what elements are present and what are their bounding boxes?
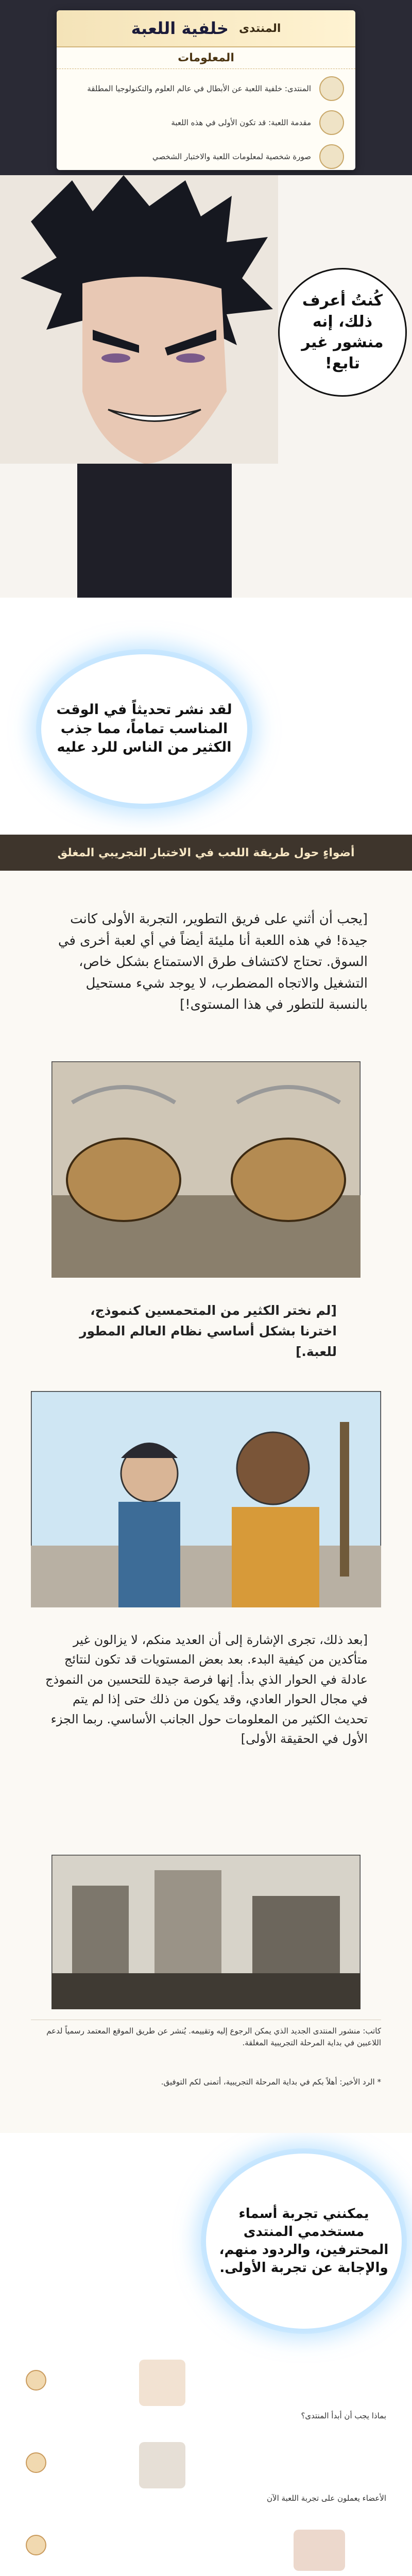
article-footer	[31, 2020, 381, 2066]
article-title: أضواءٍ حول طريقة اللعب في الاختبار التجريبي المغلق	[57, 846, 355, 859]
forum-post-item[interactable]	[68, 110, 344, 135]
article-body-2: [بعد ذلك، تجرى الإشارة إلى أن العديد منكم، لا يزالون غير متأكدين من كيفية البدء. بعد بعض المستويات قد تكون لنتائج عادلة في الحوار الذي بدأ. إنها فرصة جيدة للتحسين من النموذج في مجال الحوار العادي، وقد يكون من ذلك حتى إذا لم يتم تحديث الكثير من المعلومات حول الجانب الأساسي. ربما الجزء الأول في الحقيقة الأولى]	[45, 1633, 368, 1746]
character-smirk-panel	[0, 175, 412, 835]
article-reply	[31, 2076, 381, 2117]
forum-title-main: خلفية اللعبة	[131, 19, 229, 38]
article-reply-note: * الرد الأخير: أهلاً بكم في بداية المرحلة التجريبية، أتمنى لكم التوفيق.	[161, 2077, 381, 2087]
article-body: [يجب أن أثني على فريق التطوير، التجربة الأولى كانت جيدة! في هذه اللعبة أنا مليئة أيضاً في أي لعبة أخرى في السوق. تحتاج لاكتشاف طرق الاستمتاع بشكل خاص، التشغيل والاتجاه المضطرب، لا يوجد شيء مستحيل بالنسبة للتطور في هذا المستوى!]	[58, 911, 368, 1013]
forum-post-text: مقدمة اللعبة: قد تكون الأولى في هذه اللعبة	[171, 117, 311, 127]
forum-post-item[interactable]	[68, 76, 344, 101]
reply-text: الأعضاء يعملون على تجربة اللعبة الآن	[267, 2494, 386, 2503]
reply-item[interactable]	[15, 2360, 397, 2437]
forum-post-text: صورة شخصية لمعلومات اللعبة والاختبار الشخصي	[152, 151, 311, 161]
ruins-landscape-illustration	[52, 1855, 360, 2009]
forum-post-text: المنتدى: خلفية اللعبة عن الأبطال في عالم العلوم والتكنولوجيا المطلقة	[87, 83, 311, 93]
replies-panel	[0, 2133, 412, 2576]
forum-subtitle: المعلومات	[57, 47, 355, 69]
article-quote: [لم نختر الكثير من المتحمسين كنموذج، اخترنا بشكل أساسي نظام العالم المطور للعبة.]	[79, 1303, 337, 1359]
forum-header-panel	[0, 0, 412, 175]
reply-text: بماذا يجب أن أبدأ المنتدى؟	[301, 2411, 386, 2420]
two-men-illustration	[31, 1391, 381, 1607]
reply-thumbnail	[139, 2360, 185, 2406]
user-avatar	[26, 2370, 46, 2391]
reply-list	[15, 2360, 397, 2576]
article-title-bar	[0, 835, 412, 871]
caption-glow-bubble-1: لقد نشر تحديثاً في الوقت المناسب تماماً، مما جذب الكثير من الناس للرد عليه	[41, 654, 247, 804]
reply-thumbnail	[294, 2530, 345, 2571]
user-avatar	[26, 2452, 46, 2473]
article-panel	[0, 835, 412, 2133]
user-avatar	[319, 76, 344, 101]
user-avatar	[26, 2535, 46, 2555]
article-footer-note: كاتب: منشور المنتدى الجديد الذي يمكن الرجوع إليه وتقييمه. يُنشر عن طريق الموقع المعتمد رسمياً لدعم اللاعبين في بداية المرحلة التجريبية المغلقة.	[46, 2026, 381, 2047]
forum-title-bar	[57, 10, 355, 47]
caption-glow-bubble-2: يمكنني تجربة أسماء مستخدمي المنتدى المحترفين، والردود منهم، والإجابة عن تجربة الأولى.	[206, 2154, 402, 2329]
user-avatar	[319, 144, 344, 169]
forum-post-item[interactable]	[68, 144, 344, 169]
forum-card	[57, 10, 355, 170]
reply-thumbnail	[139, 2442, 185, 2488]
user-avatar	[319, 110, 344, 135]
pods-illustration	[52, 1061, 360, 1278]
reply-item[interactable]	[15, 2442, 397, 2519]
speech-bubble-1: كُنتُ أعرف ذلك، إنه منشور غير تابع!	[278, 268, 407, 397]
forum-title-right: المنتدى	[238, 22, 281, 35]
reply-item[interactable]	[15, 2524, 397, 2576]
